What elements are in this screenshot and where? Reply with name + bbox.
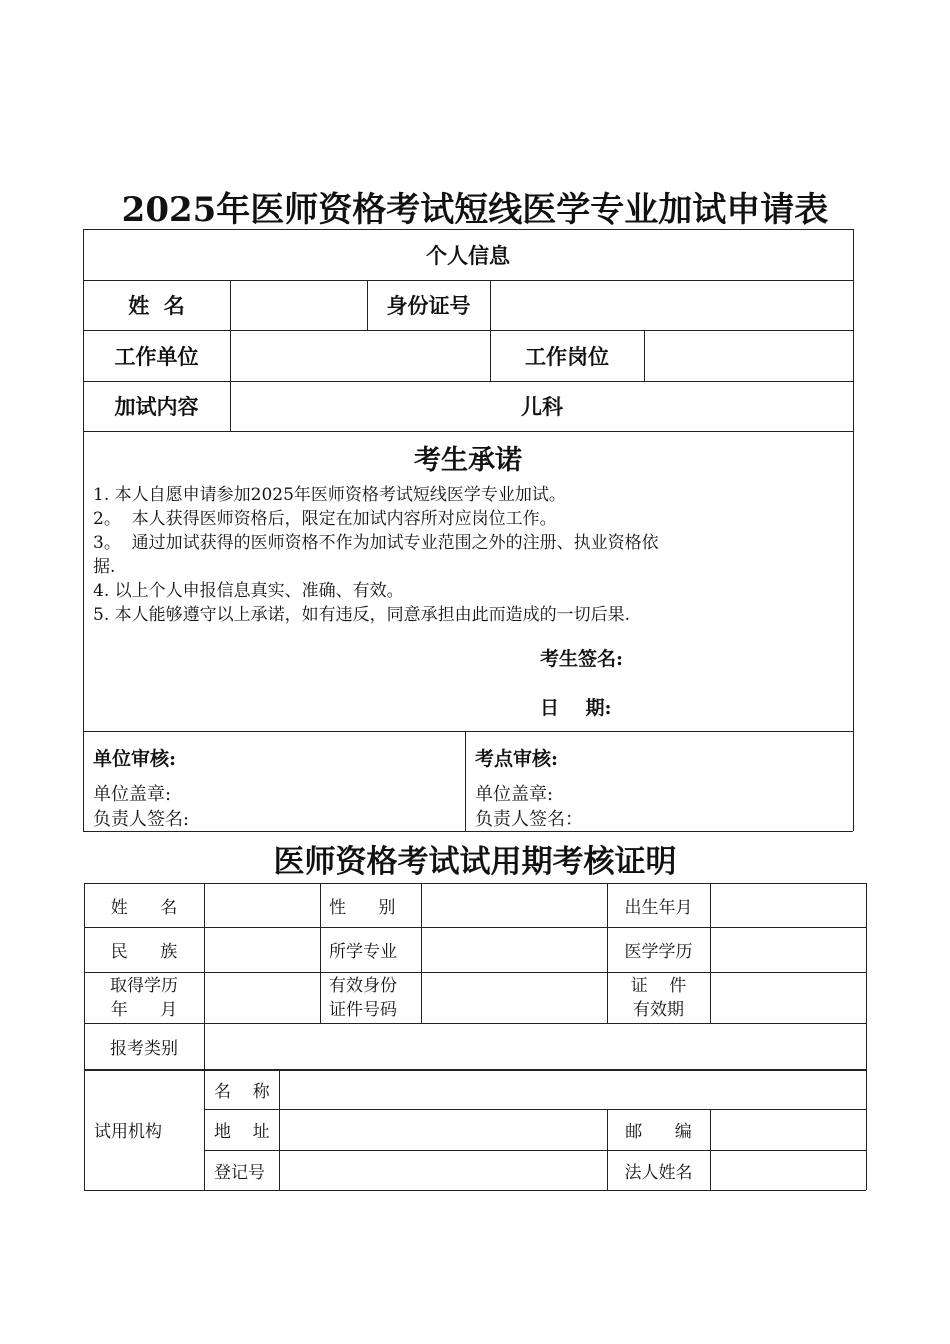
- cert-major-label: 所学专业: [329, 942, 397, 962]
- row-divider: [83, 431, 853, 432]
- site-sign-label: 负责人签名：: [475, 809, 583, 830]
- cert-education-field[interactable]: [711, 927, 866, 972]
- cert-category-label: 报考类别: [110, 1038, 178, 1059]
- pledge-item: 1. 本人自愿申请参加2025年医师资格考试短线医学专业加试。: [93, 485, 566, 505]
- cert-education-label: 医学学历: [624, 942, 693, 962]
- cert-inst-name-field[interactable]: [280, 1069, 866, 1109]
- cert-degree-date-label: [84, 972, 204, 1023]
- work-unit-label: 工作单位: [114, 343, 199, 369]
- name-label: 姓 名: [128, 293, 185, 318]
- section-header-pledge: 考生承诺: [414, 444, 522, 476]
- site-review-title: 考点审核:: [475, 748, 559, 770]
- cert-legal-rep-field[interactable]: [711, 1150, 866, 1190]
- unit-stamp-label: 单位盖章:: [93, 784, 172, 805]
- cert-name-label: 姓 名: [110, 897, 178, 918]
- cert-gender-label: 性 别: [329, 897, 396, 918]
- cert-institution-label: 试用机构: [94, 1122, 162, 1142]
- table-border-right: [853, 229, 854, 831]
- cert-postcode-field[interactable]: [711, 1109, 866, 1150]
- exam-content-value: 儿科: [521, 394, 563, 419]
- id-number-field[interactable]: [491, 280, 853, 330]
- site-review-block: [475, 782, 583, 832]
- cert-reg-no-label: 登记号: [214, 1162, 265, 1183]
- cert-validity-line1: 证 件: [630, 975, 687, 996]
- cert-degree-date-field[interactable]: [205, 972, 320, 1023]
- cert-validity-label: [607, 972, 710, 1023]
- date-label: 日 期:: [540, 697, 612, 719]
- cert-id-field[interactable]: [422, 972, 607, 1023]
- pledge-item: 据.: [93, 557, 116, 577]
- certificate-title: 医师资格考试试用期考核证明: [273, 844, 677, 880]
- cert-degree-date-line1: 取得学历: [110, 975, 178, 996]
- pledge-item: 5. 本人能够遵守以上承诺，如有违反，同意承担由此而造成的一切后果.: [93, 605, 631, 625]
- section-header-personal: 个人信息: [426, 242, 510, 268]
- cert-category-field[interactable]: [205, 1023, 866, 1069]
- cert-id-line1: 有效身份: [329, 975, 397, 996]
- cert-gender-field[interactable]: [422, 883, 607, 927]
- table-border-right: [866, 883, 867, 1190]
- cert-inst-name-label: 名 称: [214, 1081, 270, 1102]
- unit-review-title: 单位审核:: [93, 748, 177, 770]
- site-stamp-label: 单位盖章:: [475, 784, 554, 805]
- cert-ethnic-label: 民 族: [110, 942, 178, 962]
- col-divider: [465, 731, 466, 831]
- pledge-item: 4. 以上个人申报信息真实、准确、有效。: [93, 581, 404, 601]
- cert-birth-field[interactable]: [711, 883, 866, 927]
- page-title: 2025年医师资格考试短线医学专业加试申请表: [121, 190, 829, 230]
- table-border-bottom: [83, 831, 853, 832]
- work-unit-field[interactable]: [231, 330, 490, 381]
- cert-postcode-label: 邮 编: [625, 1122, 692, 1142]
- row-divider: [83, 731, 853, 732]
- cert-reg-no-field[interactable]: [280, 1150, 607, 1190]
- unit-sign-label: 负责人签名:: [93, 809, 190, 830]
- candidate-signature-label: 考生签名:: [540, 648, 624, 670]
- table-border-bottom: [84, 1190, 866, 1191]
- name-field[interactable]: [231, 280, 367, 330]
- unit-review-block: [93, 782, 189, 832]
- work-post-field[interactable]: [645, 330, 853, 381]
- pledge-item: 3。 通过加试获得的医师资格不作为加试专业范围之外的注册、执业资格依: [93, 533, 659, 553]
- cert-major-field[interactable]: [422, 927, 607, 972]
- cert-legal-rep-label: 法人姓名: [624, 1162, 693, 1183]
- cert-name-field[interactable]: [205, 883, 320, 927]
- cert-id-label: [320, 972, 421, 1023]
- cert-inst-address-label: 地 址: [214, 1122, 270, 1142]
- pledge-list: [93, 483, 848, 627]
- cert-birth-label: 出生年月: [624, 897, 693, 918]
- cert-degree-date-line2: 年 月: [110, 999, 178, 1020]
- work-post-label: 工作岗位: [525, 343, 609, 369]
- pledge-item: 2。 本人获得医师资格后，限定在加试内容所对应岗位工作。: [93, 509, 557, 529]
- cert-id-line2: 证件号码: [329, 999, 397, 1020]
- exam-content-label: 加试内容: [114, 394, 199, 419]
- cert-inst-address-field[interactable]: [280, 1109, 607, 1150]
- cert-validity-field[interactable]: [711, 972, 866, 1023]
- id-number-label: 身份证号: [386, 293, 471, 318]
- cert-ethnic-field[interactable]: [205, 927, 320, 972]
- cert-validity-line2: 有效期: [633, 999, 684, 1020]
